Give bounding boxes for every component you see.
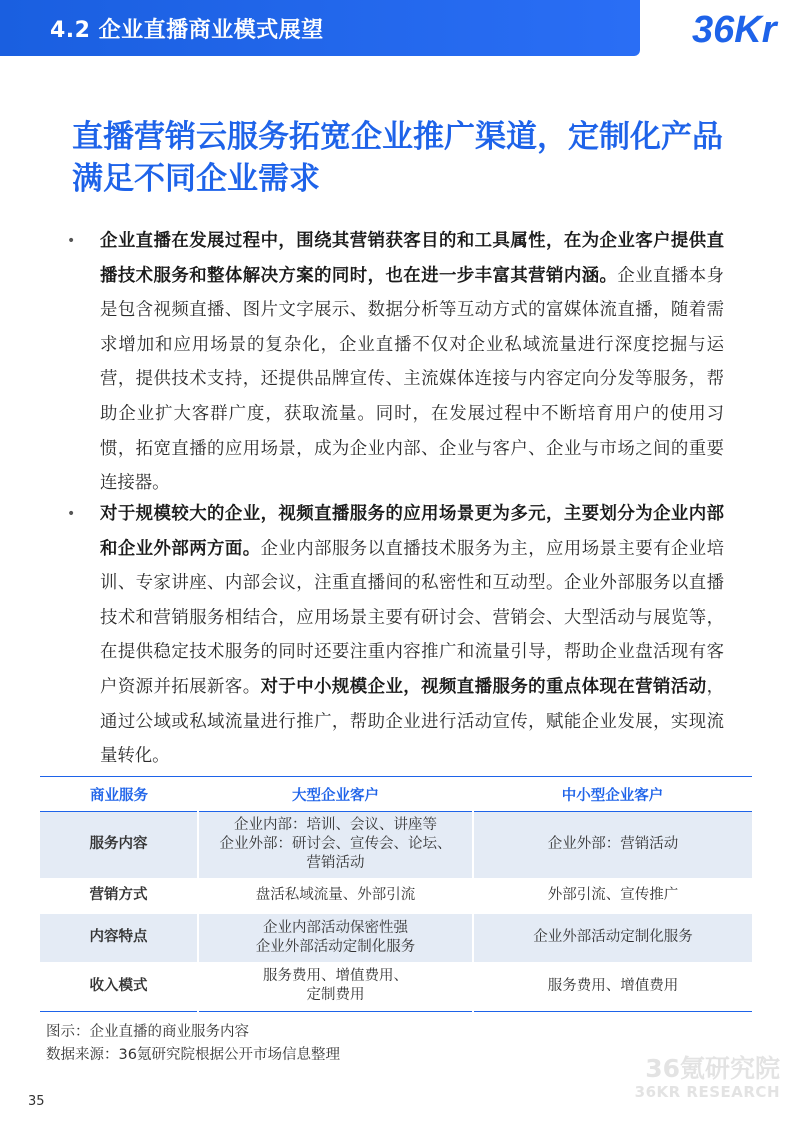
section-title: 4.2 企业直播商业模式展望 — [50, 18, 324, 43]
small-enterprise-cell — [473, 914, 752, 962]
cell-line: 企业外部：研讨会、宣传会、论坛、 — [219, 836, 452, 853]
small-enterprise-cell — [473, 812, 752, 878]
cell-line: 盘活私域流量、外部引流 — [255, 887, 416, 903]
table-row — [40, 812, 752, 878]
bullet-2-text-2: ，通过公域或私域流量进行推广，帮助企业进行活动宣传，赋能企业发展，实现流量转化。 — [100, 676, 724, 767]
small-enterprise-cell — [473, 878, 752, 914]
large-enterprise-cell — [198, 812, 473, 878]
row-label: 内容特点 — [40, 914, 198, 962]
cell-line: 定制费用 — [306, 987, 365, 1004]
table-header: 商业服务 — [40, 777, 198, 812]
bullet-1-text: 企业直播本身是包含视频直播、图片文字展示、数据分析等互动方式的富媒体流直播，随着需求增加和应用场景的复杂化，企业直播不仅对企业私域流量进行深度挖掘与运营，提供技术支持，还提供品牌宣传、主流媒体连接与内容定向分发等服务，帮助企业扩大客群广度，获取流量。同时，在发展过程中不断培育用户的使用习惯，拓宽直播的应用场景，成为企业内部、企业与客户、企业与市场之间的重要连接器。 — [100, 265, 724, 494]
watermark-en: 36KR RESEARCH — [634, 1083, 780, 1101]
large-enterprise-cell — [198, 962, 473, 1012]
small-enterprise-cell — [473, 962, 752, 1012]
page-number: 35 — [28, 1094, 45, 1109]
table-header-row — [40, 777, 752, 812]
bullet-1-bold: 企业直播在发展过程中，围绕其营销获客目的和工具属性，在为企业客户提供直播技术服务和整体解决方案的同时，也在进一步丰富其营销内涵。 — [100, 231, 724, 286]
logo-text: 36Kr — [692, 9, 777, 51]
bullet-2-bold-2: 对于中小规模企业，视频直播服务的重点体现在营销活动 — [260, 676, 707, 697]
row-label: 服务内容 — [40, 812, 198, 878]
section-header-bar — [0, 0, 640, 56]
36kr-logo — [690, 2, 790, 54]
cell-line: 服务费用、增值费用 — [547, 977, 679, 994]
table-row — [40, 878, 752, 914]
bullet-2-text: 企业内部服务以直播技术服务为主，应用场景主要有企业培训、专家讲座、内部会议，注重直播间的私密性和互动型。企业外部服务以直播技术和营销服务相结合，应用场景主要有研讨会、营销会、大型活动与展览等，在提供稳定技术服务的同时还要注重内容推广和流量引导，帮助企业盘活现有客户资源并拓展新客。 — [100, 538, 724, 697]
large-enterprise-cell — [198, 878, 473, 914]
bullet-2-bold: 对于规模较大的企业，视频直播服务的应用场景更为多元，主要划分为企业内部和企业外部两方面。 — [100, 504, 724, 559]
table-row — [40, 962, 752, 1012]
row-label: 营销方式 — [89, 887, 148, 903]
research-watermark — [630, 1055, 780, 1101]
bullet-paragraph-1 — [67, 224, 724, 501]
watermark-cn: 36氪研究院 — [645, 1054, 780, 1083]
cell-line: 服务费用、增值费用、 — [263, 968, 408, 985]
figure-caption: 图示：企业直播的商业服务内容 — [46, 1024, 249, 1040]
cell-line: 企业外部：营销活动 — [547, 836, 679, 853]
table-row — [40, 914, 752, 962]
bullet-paragraph-2 — [67, 497, 724, 774]
table-header: 中小型企业客户 — [473, 777, 752, 812]
table-header: 大型企业客户 — [198, 777, 473, 812]
cell-line: 企业内部：培训、会议、讲座等 — [234, 817, 437, 834]
cell-line: 外部引流、宣传推广 — [547, 887, 679, 903]
page-title: 直播营销云服务拓宽企业推广渠道，定制化产品满足不同企业需求 — [72, 119, 723, 197]
row-label: 收入模式 — [40, 962, 198, 1012]
cell-line: 企业外部活动定制化服务 — [255, 938, 416, 955]
business-service-table — [40, 776, 752, 1012]
cell-line: 营销活动 — [306, 855, 365, 872]
large-enterprise-cell — [198, 914, 473, 962]
data-source: 数据来源：36氪研究院根据公开市场信息整理 — [46, 1047, 340, 1063]
bullet-icon: • — [67, 506, 76, 522]
cell-line: 企业内部活动保密性强 — [263, 919, 408, 936]
cell-line: 企业外部活动定制化服务 — [533, 929, 693, 945]
bullet-icon: • — [67, 233, 76, 249]
